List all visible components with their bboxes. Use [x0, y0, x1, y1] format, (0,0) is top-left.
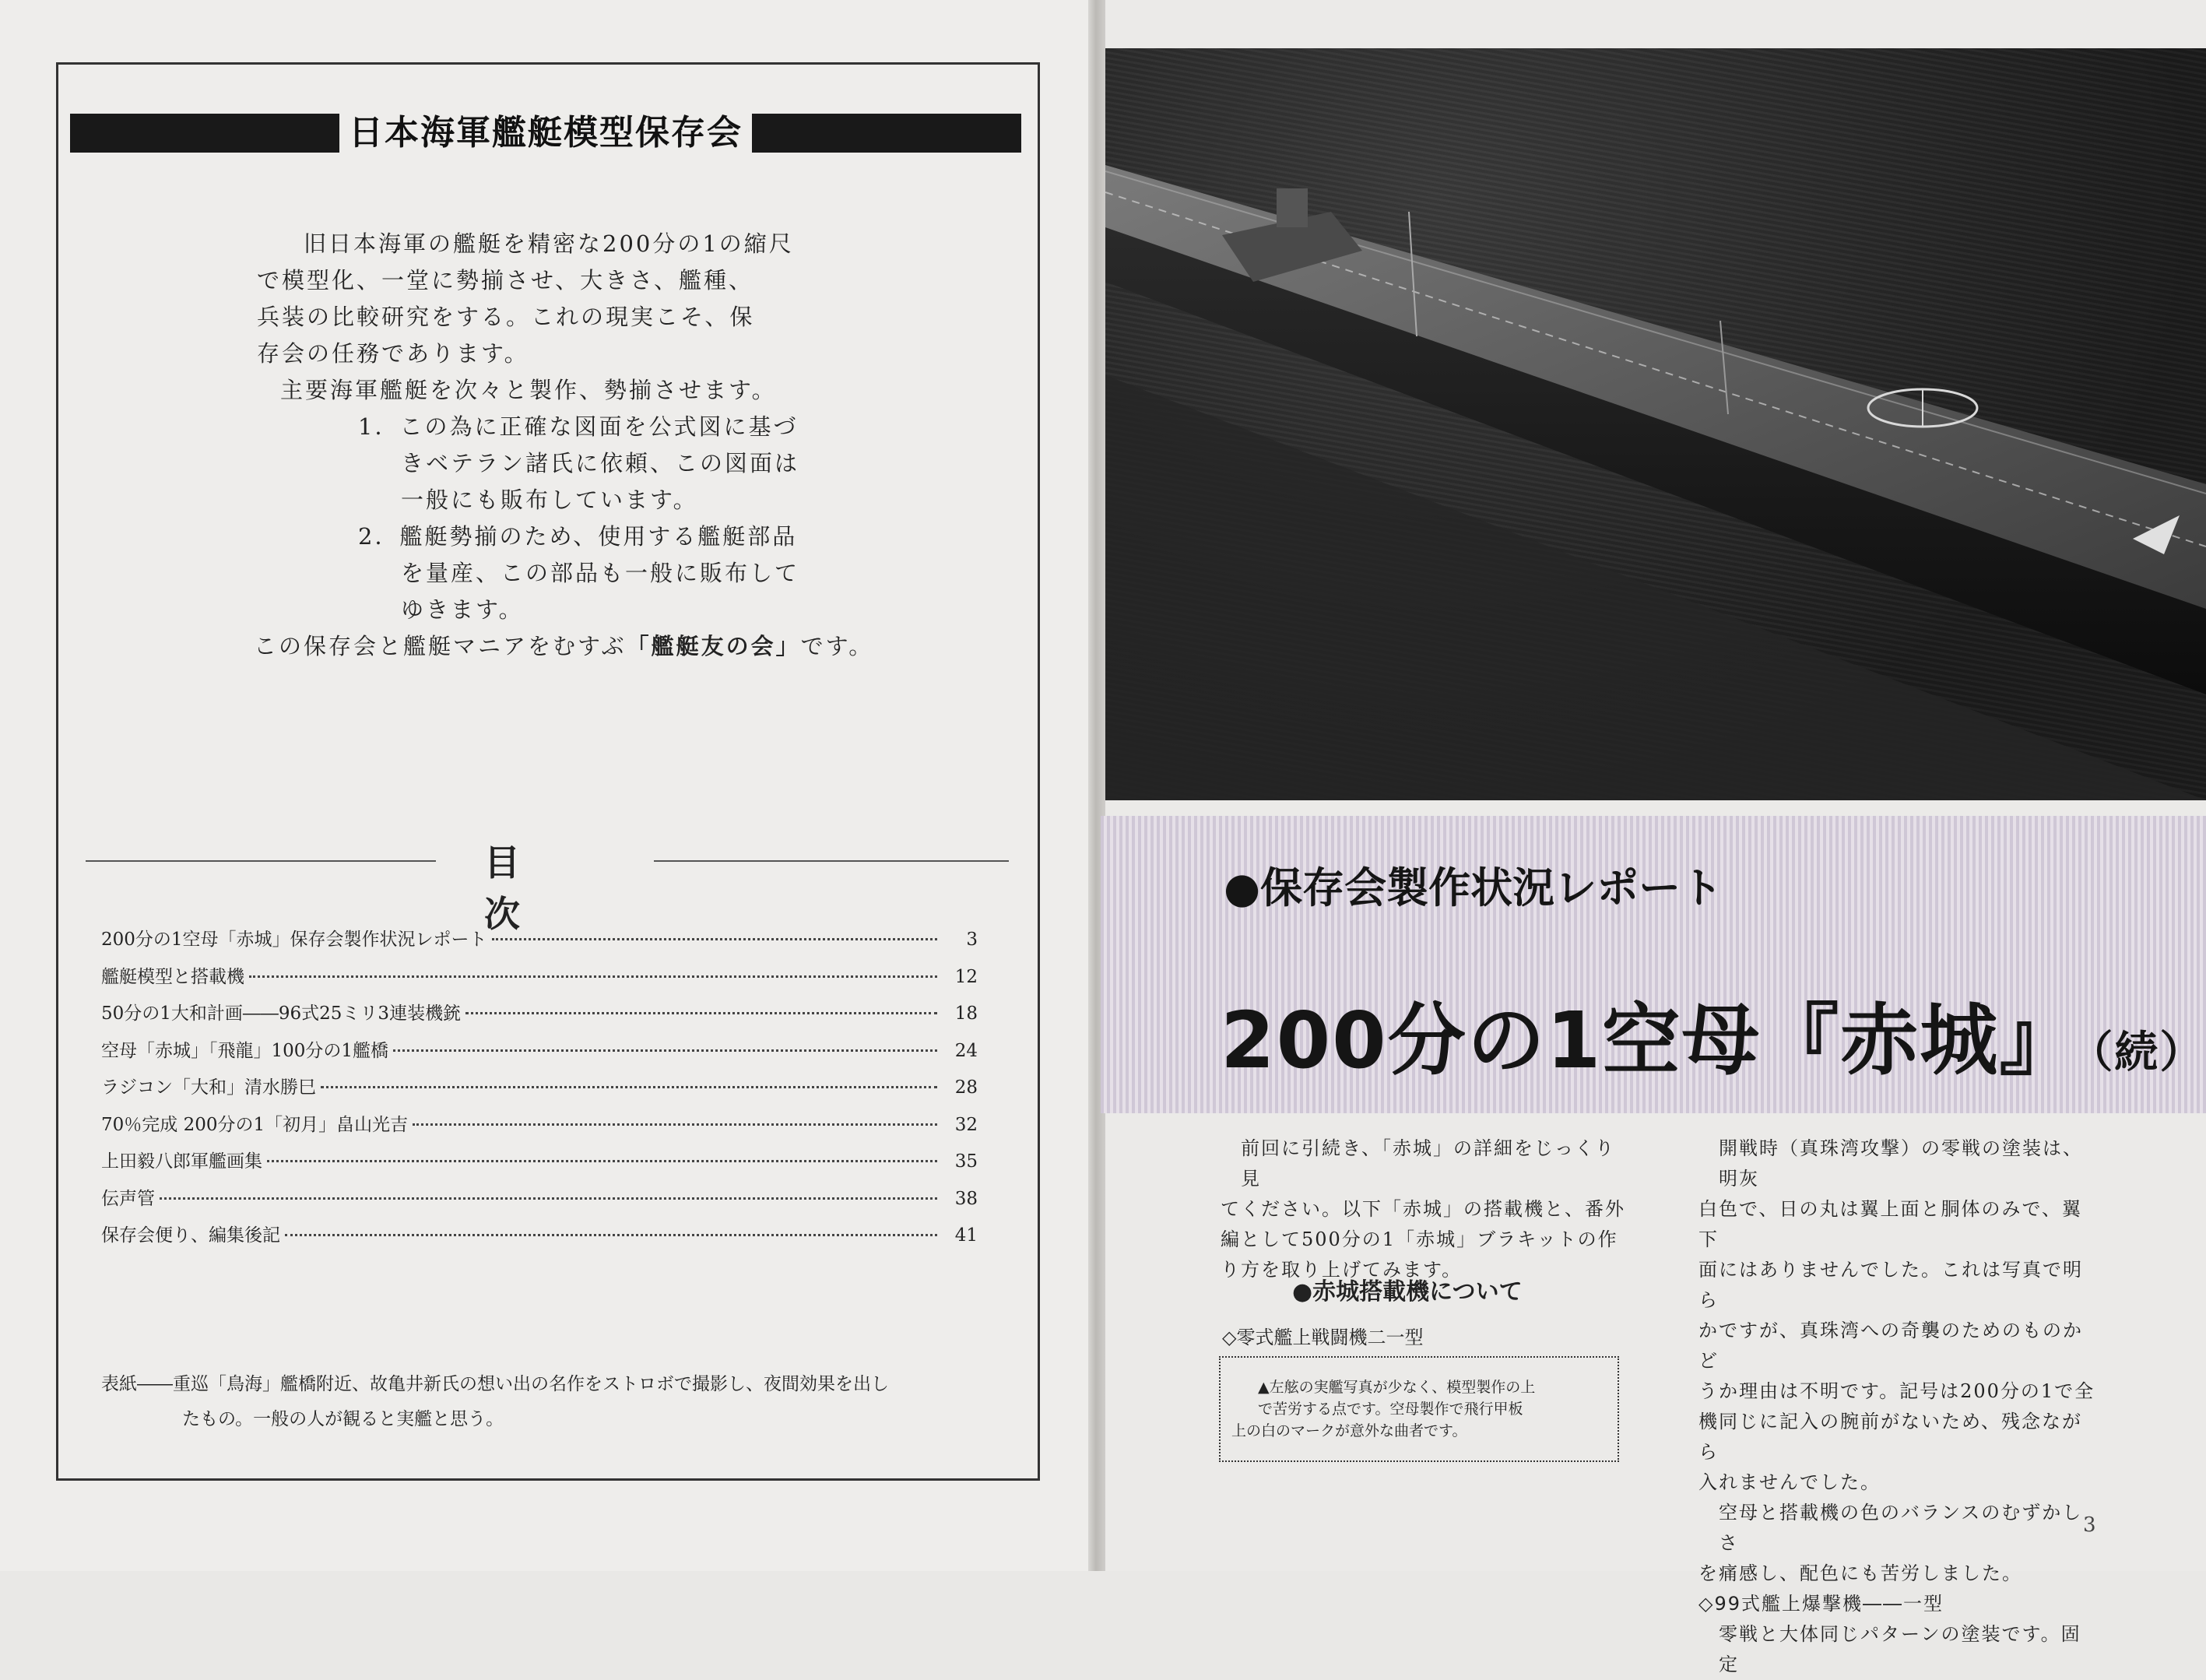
- intro-line: 主要海軍艦艇を次々と製作、勢揃させます。: [280, 377, 777, 403]
- article-line: うか理由は不明です。記号は200分の1で全: [1698, 1380, 2095, 1402]
- toc-entry[interactable]: [101, 999, 978, 1036]
- toc-leader: [160, 1197, 937, 1200]
- toc-entry-page: 32: [954, 1114, 978, 1135]
- toc-leader: [465, 1012, 937, 1014]
- intro-item: 1．この為に正確な図面を公式図に基づ: [358, 413, 799, 440]
- article-line: 白色で、日の丸は翼上面と胴体のみで、翼下: [1698, 1198, 2083, 1250]
- intro-line: 旧日本海軍の艦艇を精密な200分の1の縮尺: [304, 230, 794, 257]
- toc-entry-page: 3: [966, 930, 978, 950]
- toc-entry-page: 41: [954, 1225, 978, 1246]
- caption-line: 上の白のマークが意外な曲者です。: [1231, 1422, 1467, 1439]
- toc-leader: [321, 1086, 937, 1088]
- article-line: 機同じに記入の腕前がないため、残念ながら: [1698, 1411, 2083, 1463]
- toc-entry-label: 70％完成 200分の1「初月」畠山光吉: [101, 1114, 409, 1135]
- toc-entry-label: 上田毅八郎軍艦画集: [101, 1151, 262, 1172]
- toc-leader: [413, 1123, 937, 1126]
- caption-line: ▲左舷の実艦写真が少なく、模型製作の上: [1258, 1379, 1536, 1396]
- book-gutter: [1088, 0, 1105, 1571]
- toc-leader: [492, 938, 937, 940]
- article-line: 面にはありませんでした。これは写真で明ら: [1698, 1259, 2083, 1311]
- intro-item: 2．艦艇勢揃のため、使用する艦艇部品: [358, 523, 798, 550]
- cover-note-cont: たもの。一般の人が観ると実艦と思う。: [182, 1409, 504, 1429]
- article-line: 空母と搭載機の色のバランスのむずかしさ: [1719, 1502, 2083, 1554]
- title-bar-left: [70, 114, 339, 153]
- article-line: 入れませんでした。: [1698, 1471, 1881, 1493]
- page-number: 3: [2083, 1513, 2096, 1537]
- toc-leader: [249, 975, 937, 978]
- photo-caption-box: [1219, 1356, 1619, 1462]
- toc-entry[interactable]: [101, 1184, 978, 1221]
- toc-entry[interactable]: [101, 1221, 978, 1258]
- carrier-model-illustration: [1105, 48, 2206, 800]
- toc-entry-label: 200分の1空母「赤城」保存会製作状況レポート: [101, 930, 487, 950]
- article-line: 開戦時（真珠湾攻撃）の零戦の塗装は、明灰: [1719, 1137, 2083, 1190]
- article-line: 編として500分の1「赤城」ブラキットの作: [1221, 1228, 1618, 1250]
- intro-line: 兵装の比較研究をする。これの現実こそ、保: [257, 304, 755, 330]
- article-title-continued: （続）: [2091, 1028, 2205, 1078]
- table-of-contents: [101, 925, 978, 1258]
- toc-entry[interactable]: [101, 1147, 978, 1184]
- toc-entry[interactable]: [101, 1110, 978, 1148]
- aircraft-heading-val: ◇99式艦上爆撃機――一型: [1698, 1593, 1944, 1615]
- toc-leader: [393, 1049, 937, 1052]
- akagi-model-photo: [1105, 48, 2206, 800]
- toc-entry-label: ラジコン「大和」清水勝巳: [101, 1077, 316, 1098]
- article-column-1: [1221, 1133, 1625, 1285]
- article-title: [1221, 978, 2204, 1090]
- caption-line: で苦労する点です。空母製作で飛行甲板: [1258, 1401, 1523, 1418]
- article-column-2: [1698, 1133, 2100, 1680]
- article-line: 零戦と大体同じパターンの塗装です。固定: [1719, 1623, 2081, 1675]
- article-line: り方を取り上げてみます。: [1221, 1259, 1463, 1281]
- toc-entry-page: 12: [954, 966, 978, 987]
- society-intro: [254, 226, 874, 665]
- toc-entry-page: 18: [954, 1003, 978, 1024]
- article-line: を痛感し、配色にも苦労しました。: [1698, 1562, 2022, 1584]
- title-bar-right: [752, 114, 1021, 153]
- toc-entry-label: 空母「赤城」「飛龍」100分の1艦橋: [101, 1040, 389, 1061]
- aircraft-section-title: ●赤城搭載機について: [1292, 1278, 1523, 1306]
- intro-item-cont: ゆきます。: [401, 596, 524, 623]
- intro-line: 存会の任務であります。: [257, 340, 529, 367]
- toc-rule-left: [86, 860, 436, 862]
- toc-rule-right: [654, 860, 1009, 862]
- toc-entry-page: 35: [954, 1151, 978, 1172]
- article-line: かですが、真珠湾への奇襲のためのものかど: [1698, 1320, 2083, 1372]
- funnel: [1277, 188, 1308, 227]
- toc-entry-page: 28: [954, 1077, 978, 1098]
- society-title: 日本海軍艦艇模型保存会: [349, 113, 743, 153]
- intro-closing: [254, 628, 874, 665]
- intro-item-cont: きベテラン諸氏に依頼、この図面は: [401, 450, 800, 476]
- aircraft-heading-zero: ◇零式艦上戦闘機二一型: [1222, 1327, 1424, 1348]
- toc-entry[interactable]: [101, 925, 978, 962]
- closing-text-end: です。: [800, 633, 874, 659]
- toc-entry-page: 38: [954, 1188, 978, 1209]
- toc-entry-label: 伝声管: [101, 1188, 155, 1209]
- cover-note: [101, 1367, 989, 1437]
- cover-note-head: 表紙――重巡「鳥海」艦橋附近、故亀井新氏の想い出の名作をストロボで撮影し、夜間効果を出し: [101, 1374, 889, 1394]
- toc-entry-label: 艦艇模型と搭載機: [101, 966, 244, 987]
- intro-item-cont: 一般にも販布しています。: [401, 487, 698, 513]
- closing-text: この保存会と艦艇マニアをむすぶ: [254, 633, 627, 659]
- toc-entry-label: 保存会便り、編集後記: [101, 1225, 280, 1246]
- toc-title: 目次: [484, 842, 613, 935]
- toc-entry-page: 24: [954, 1040, 978, 1061]
- intro-item-cont: を量産、この部品も一般に販布して: [401, 560, 800, 586]
- society-title-band: [70, 114, 1021, 153]
- intro-line: で模型化、一堂に勢揃させ、大きさ、艦種、: [257, 267, 753, 293]
- report-label: ●保存会製作状況レポート: [1224, 863, 1723, 912]
- toc-leader: [285, 1234, 937, 1236]
- club-name: 「艦艇友の会」: [626, 633, 801, 659]
- toc-entry[interactable]: [101, 1073, 978, 1110]
- toc-leader: [267, 1160, 937, 1162]
- article-line: てください。以下「赤城」の搭載機と、番外: [1221, 1198, 1625, 1220]
- article-title-main: 200分の1空母『赤城』: [1221, 995, 2079, 1086]
- toc-entry-label: 50分の1大和計画――96式25ミリ3連装機銃: [101, 1003, 462, 1024]
- article-line: 前回に引続き、「赤城」の詳細をじっくり見: [1241, 1137, 1616, 1190]
- toc-entry[interactable]: [101, 962, 978, 1000]
- toc-entry[interactable]: [101, 1036, 978, 1074]
